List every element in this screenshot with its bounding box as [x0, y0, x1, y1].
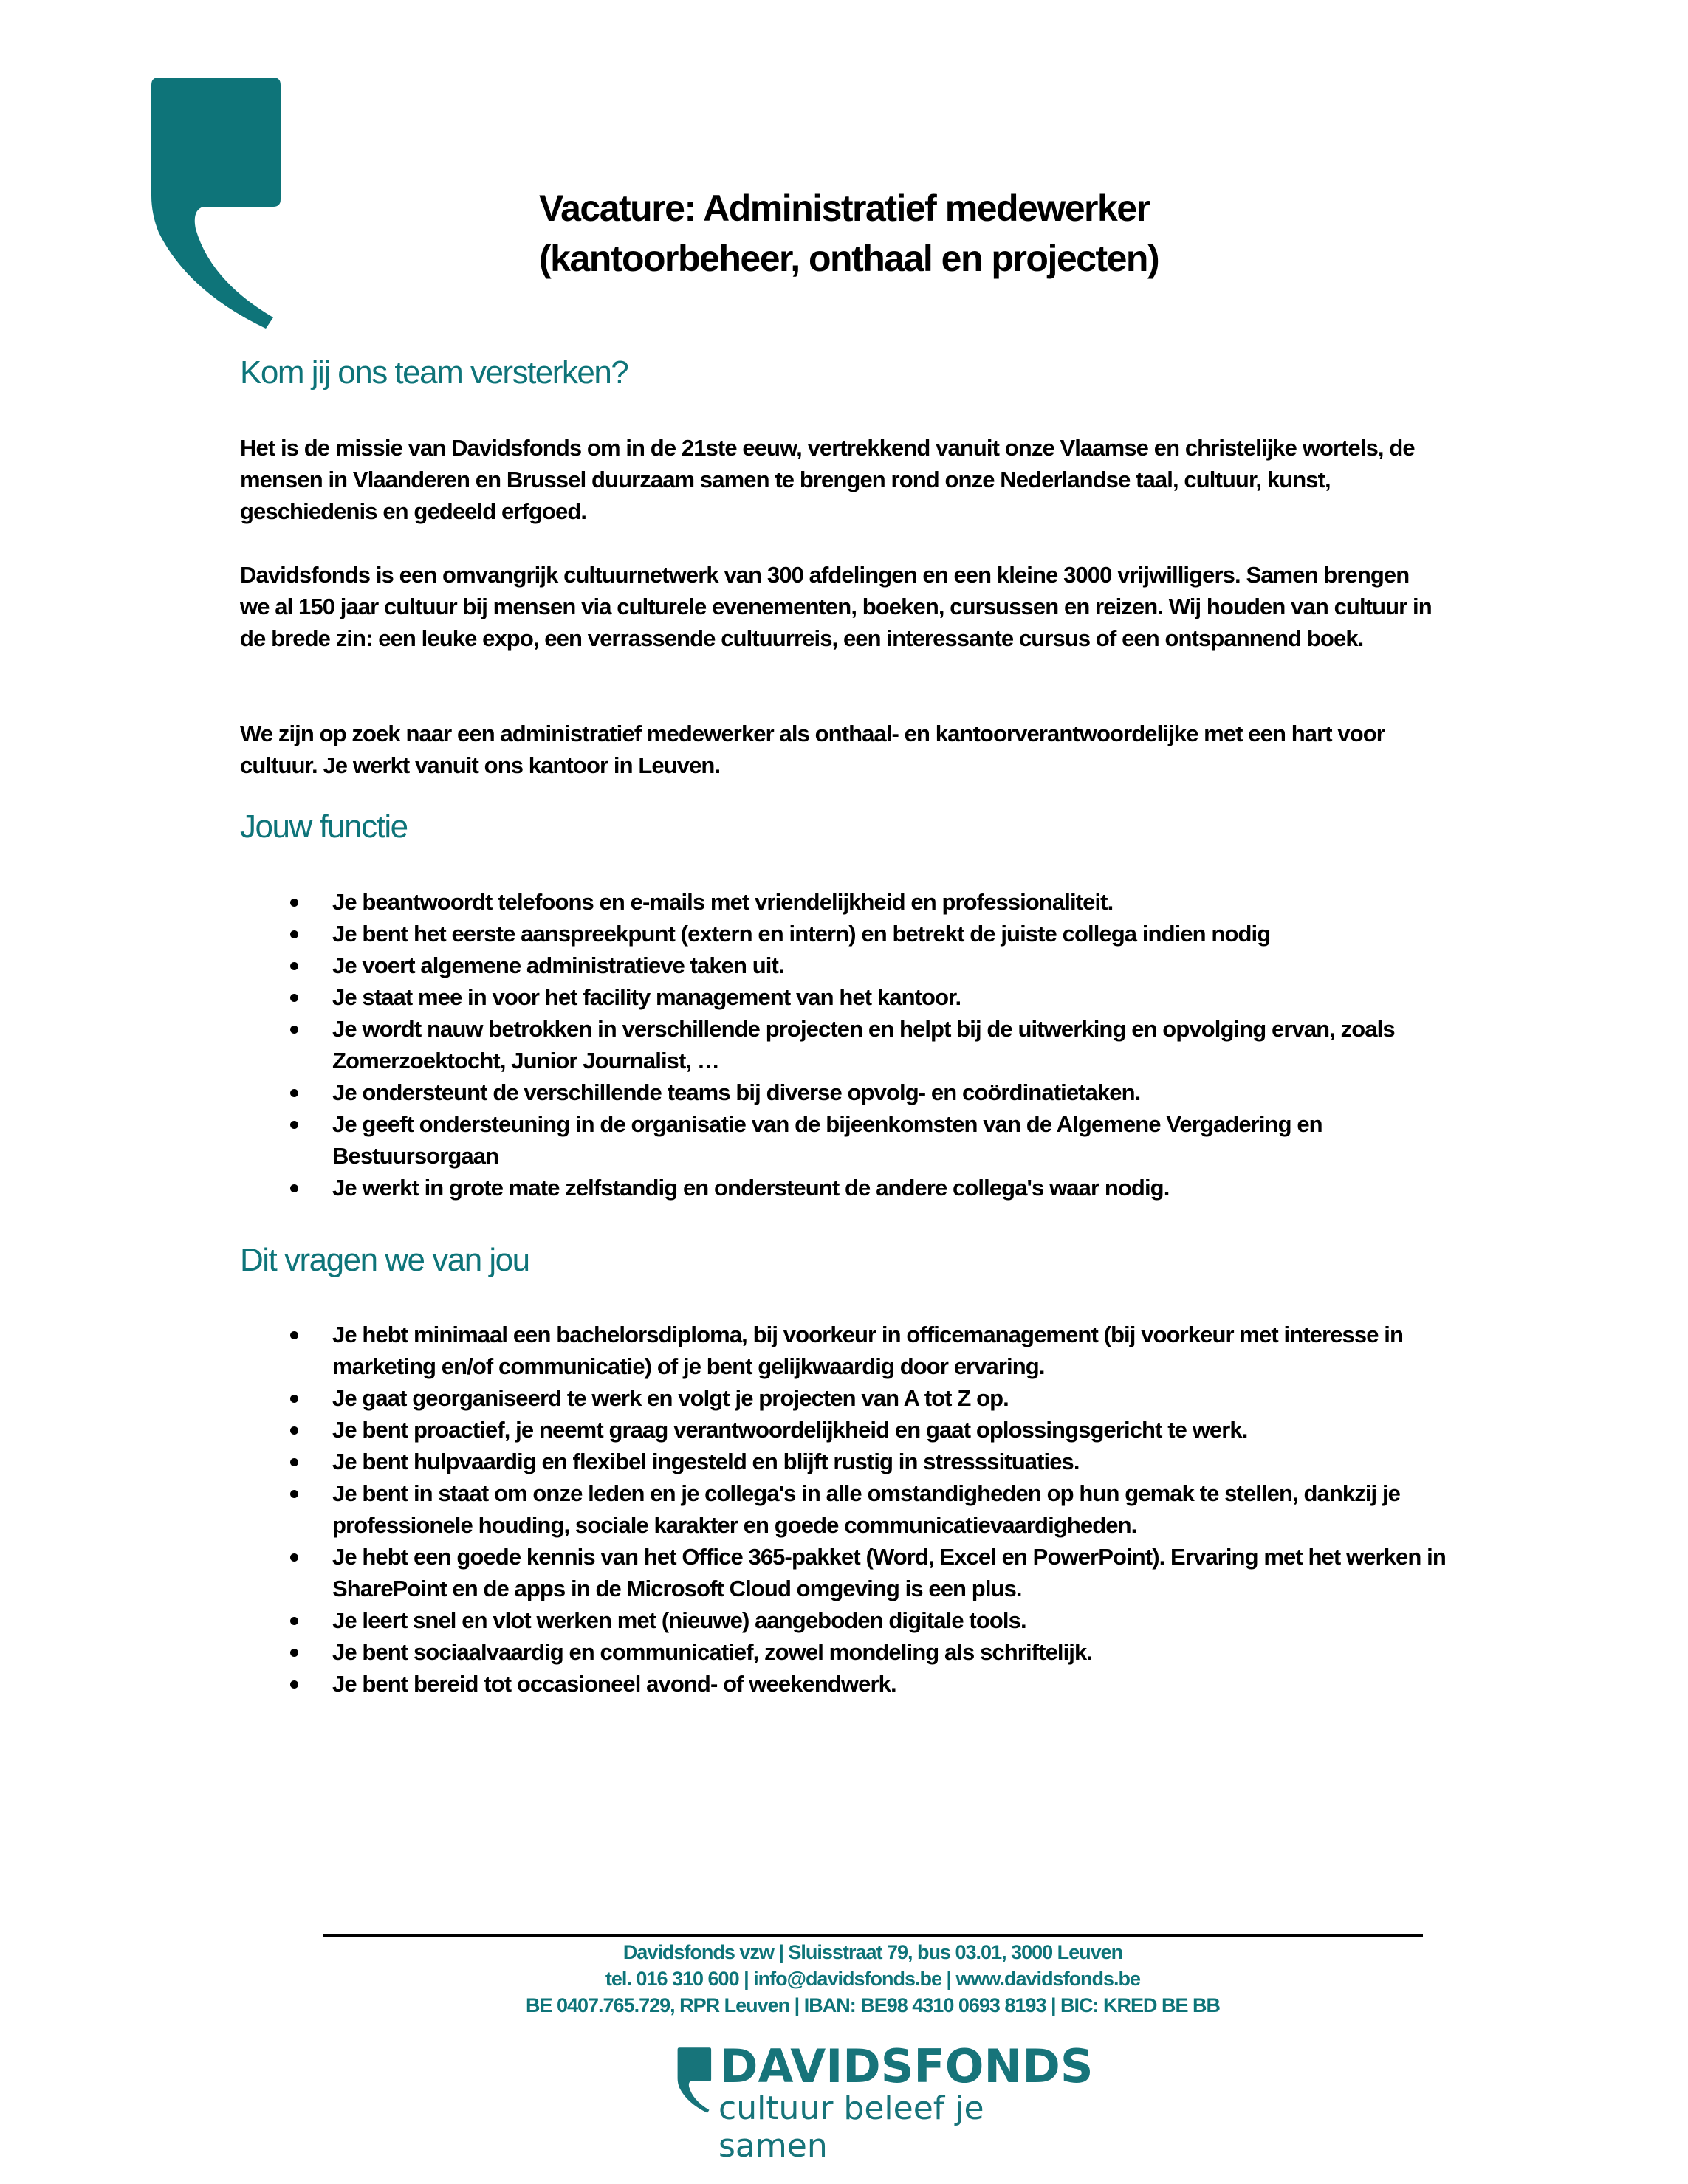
bullet-icon	[290, 994, 298, 1002]
function-list	[240, 886, 1451, 1203]
footer-contact	[323, 1939, 1423, 2019]
list-item: Je voert algemene administratieve taken uit.	[240, 950, 1451, 981]
davidsfonds-logo	[676, 2039, 1094, 2165]
bullet-icon	[290, 1121, 298, 1129]
list-item: Je bent proactief, je neemt graag verantwoordelijkheid en gaat oplossingsgericht te werk.	[240, 1414, 1451, 1446]
list-item: Je geeft ondersteuning in de organisatie van de bijeenkomsten van de Algemene Vergadering en Bestuursorgaan	[240, 1108, 1451, 1172]
bullet-icon	[290, 1490, 298, 1498]
bullet-icon	[290, 1426, 298, 1435]
list-item: Je bent het eerste aanspreekpunt (extern en intern) en betrekt de juiste collega indien nodig	[240, 918, 1451, 950]
list-item: Je hebt een goede kennis van het Office 365-pakket (Word, Excel en PowerPoint). Ervaring met het werken in SharePoint en de apps in de Microsoft Cloud omgeving is een plus.	[240, 1541, 1451, 1604]
list-item: Je gaat georganiseerd te werk en volgt je projecten van A tot Z op.	[240, 1382, 1451, 1414]
heading-intro: Kom jij ons team versterken?	[240, 354, 628, 391]
footer-contact-line: tel. 016 310 600 | info@davidsfonds.be | www.davidsfonds.be	[605, 1968, 1141, 1990]
heading-function: Jouw functie	[240, 808, 408, 845]
list-item: Je wordt nauw betrokken in verschillende projecten en helpt bij de uitwerking en opvolging ervan, zoals Zomerzoektocht, Junior Journalist, …	[240, 1013, 1451, 1076]
brand-tagline: cultuur beleef je samen	[718, 2089, 984, 2165]
bullet-icon	[290, 1649, 298, 1657]
bullet-icon	[290, 1395, 298, 1403]
list-item: Je bent hulpvaardig en flexibel ingesteld en blijft rustig in stresssituaties.	[240, 1446, 1451, 1477]
list-item: Je ondersteunt de verschillende teams bij diverse opvolg- en coördinatietaken.	[240, 1076, 1451, 1108]
bullet-icon	[290, 1458, 298, 1466]
bullet-icon	[290, 1553, 298, 1562]
bullet-icon	[290, 1680, 298, 1689]
list-item: Je leert snel en vlot werken met (nieuwe) aangeboden digitale tools.	[240, 1604, 1451, 1636]
intro-paragraph-mission: Het is de missie van Davidsfonds om in de 21ste eeuw, vertrekkend vanuit onze Vlaamse en christelijke wortels, de mensen in Vlaanderen en Brussel duurzaam samen te brengen rond onze Nederlandse taal, cultuur, kunst, geschiedenis en gedeeld erfgoed.	[240, 435, 1415, 524]
bullet-icon	[290, 1184, 298, 1192]
davidsfonds-quote-logo-icon	[144, 70, 292, 336]
intro-paragraph-search: We zijn op zoek naar een administratief medewerker als onthaal- en kantoorverantwoordelijke met een hart voor cultuur. Je werkt vanuit ons kantoor in Leuven.	[240, 721, 1385, 778]
davidsfonds-quote-small-icon	[676, 2045, 714, 2115]
page-title: Vacature: Administratief medewerker (kantoorbeheer, onthaal en projecten)	[539, 188, 1159, 279]
list-item: Je werkt in grote mate zelfstandig en ondersteunt de andere collega's waar nodig.	[240, 1172, 1451, 1203]
list-item: Je beantwoordt telefoons en e-mails met vriendelijkheid en professionaliteit.	[240, 886, 1451, 918]
requirements-list	[240, 1319, 1451, 1700]
list-item: Je bent in staat om onze leden en je collega's in alle omstandigheden op hun gemak te stellen, dankzij je professionele houding, sociale karakter en goede communicatievaardigheden.	[240, 1477, 1451, 1541]
role-emphasis: administratief medewerker als onthaal- en kantoorverantwoordelijke	[500, 721, 1198, 746]
bullet-icon	[290, 962, 298, 970]
brand-name: DAVIDSFONDS	[720, 2039, 1094, 2093]
bullet-icon	[290, 1617, 298, 1625]
footer-divider	[323, 1934, 1423, 1937]
bullet-icon	[290, 930, 298, 938]
list-item: Je hebt minimaal een bachelorsdiploma, bij voorkeur in officemanagement (bij voorkeur met interesse in marketing en/of communicatie) of je bent gelijkwaardig door ervaring.	[240, 1319, 1451, 1382]
bullet-icon	[290, 1331, 298, 1339]
intro-paragraph-network: Davidsfonds is een omvangrijk cultuurnetwerk van 300 afdelingen en een kleine 3000 vrijwilligers. Samen brengen we al 150 jaar cultuur bij mensen via culturele evenementen, boeken, cursussen en reizen. Wij houden van cultuur in de brede zin: een leuke expo, een verrassende cultuurreis, een interessante cursus of een ontspannend boek.	[240, 562, 1432, 651]
list-item: Je bent sociaalvaardig en communicatief, zowel mondeling als schriftelijk.	[240, 1636, 1451, 1668]
footer-legal: BE 0407.765.729, RPR Leuven | IBAN: BE98 4310 0693 8193 | BIC: KRED BE BB	[525, 1994, 1221, 2016]
list-item: Je bent bereid tot occasioneel avond- of weekendwerk.	[240, 1668, 1451, 1700]
list-item: Je staat mee in voor het facility management van het kantoor.	[240, 981, 1451, 1013]
bullet-icon	[290, 899, 298, 907]
bullet-icon	[290, 1089, 298, 1097]
footer-address: Davidsfonds vzw | Sluisstraat 79, bus 03.01, 3000 Leuven	[622, 1941, 1123, 1963]
bullet-icon	[290, 1026, 298, 1034]
heading-requirements: Dit vragen we van jou	[240, 1242, 529, 1278]
